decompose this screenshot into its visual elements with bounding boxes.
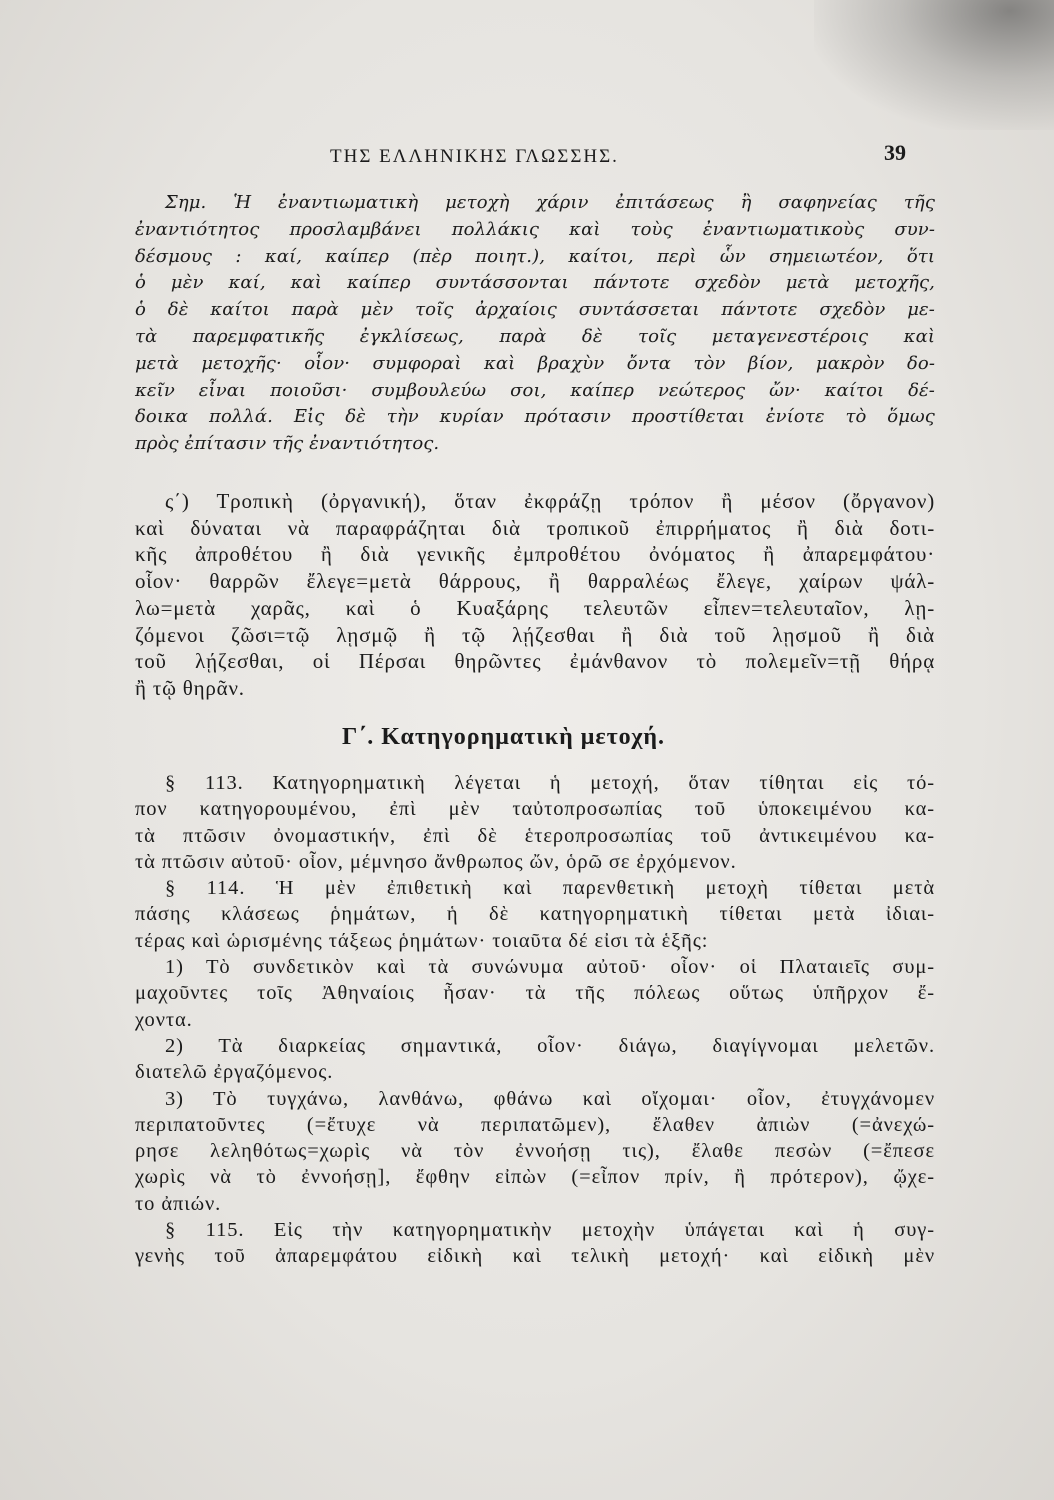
text-line: οἷον· θαρρῶν ἔλεγε=μετὰ θάρρους, ἢ θαρραλέως ἔλεγε, χαίρων ψάλ- bbox=[135, 569, 935, 594]
text-line: γενὴς τοῦ ἀπαρεμφάτου εἰδικὴ καὶ τελικὴ μετοχή· καὶ εἰδικὴ μὲν bbox=[135, 1245, 935, 1268]
text-line: δέσμους : καί, καίπερ (πὲρ ποιητ.), καίτοι, περὶ ὧν σημειωτέον, ὅτι bbox=[135, 245, 935, 267]
text-line: λω=μετὰ χαρᾶς, καὶ ὁ Κυαξάρης τελευτῶν εἶπεν=τελευταῖον, λῃ- bbox=[135, 595, 935, 620]
text-line: τὰ παρεμφατικῆς ἐγκλίσεως, παρὰ δὲ τοῖς μεταγενεστέροις καὶ bbox=[135, 325, 935, 347]
text-line: 3) Τὸ τυγχάνω, λανθάνω, φθάνω καὶ οἴχομαι· οἷον, ἐτυγχάνομεν bbox=[165, 1087, 935, 1110]
text-line: τὰ πτῶσιν ὀνομαστικήν, ἐπὶ δὲ ἑτεροπροσωπίας τοῦ ἀντικειμένου κα- bbox=[135, 824, 935, 847]
section-heading: Γ΄. Κατηγορηματικὴ μετοχή. bbox=[342, 724, 666, 750]
text-line: κεῖν εἶναι ποιοῦσι· συμβουλεύω σοι, καίπερ νεώτερος ὤν· καίτοι δέ- bbox=[135, 379, 935, 401]
text-line: ζόμενοι ζῶσι=τῷ λῃσμῷ ἢ τῷ λῄζεσθαι ἢ διὰ τοῦ λῃσμοῦ ἢ διὰ bbox=[135, 622, 935, 647]
text-line: ὁ μὲν καί, καὶ καίπερ συντάσσονται πάντοτε σχεδὸν μετὰ μετοχῆς, bbox=[135, 272, 935, 294]
note-paragraph bbox=[135, 190, 935, 458]
text-line: καὶ δύναται νὰ παραφράζηται διὰ τροπικοῦ ἐπιρρήματος ἢ διὰ δοτι- bbox=[135, 515, 935, 540]
section-body bbox=[135, 770, 935, 1270]
text-line: § 114. Ἡ μὲν ἐπιθετικὴ καὶ παρενθετικὴ μετοχὴ τίθεται μετὰ bbox=[165, 877, 935, 900]
text-line: τοῦ λῄζεσθαι, οἱ Πέρσαι θηρῶντες ἐμάνθανον τὸ πολεμεῖν=τῇ θήρᾳ bbox=[135, 649, 935, 674]
text-line: § 113. Κατηγορηματικὴ λέγεται ἡ μετοχή, ὅταν τίθηται εἰς τό- bbox=[165, 772, 935, 794]
text-line: ὁ δὲ καίτοι παρὰ μὲν τοῖς ἀρχαίοις συντάσσεται πάντοτε σχεδὸν με- bbox=[135, 299, 935, 321]
text-line: πάσης κλάσεως ῥημάτων, ἡ δὲ κατηγορηματικὴ τίθεται μετὰ ἰδιαι- bbox=[135, 903, 935, 926]
text-line: πον κατηγορουμένου, ἐπὶ μὲν ταὐτοπροσωπίας τοῦ ὑποκειμένου κα- bbox=[135, 798, 935, 821]
text-line: μετὰ μετοχῆς· οἷον· συμφοραὶ καὶ βραχὺν ὄντα τὸν βίον, μακρὸν δο- bbox=[135, 352, 935, 374]
text-line: § 115. Εἰς τὴν κατηγορηματικὴν μετοχὴν ὑπάγεται καὶ ἡ συγ- bbox=[165, 1219, 935, 1242]
text-line: κῆς ἀπροθέτου ἢ διὰ γενικῆς ἐμπροθέτου ὀνόματος ἢ ἀπαρεμφάτου· bbox=[135, 542, 935, 567]
text-line: χωρὶς νὰ τὸ ἐννοήσῃ], ἔφθην εἰπὼν (=εἶπον πρίν, ἢ πρότερον), ᾤχε- bbox=[135, 1166, 935, 1189]
text-line: τέρας καὶ ὡρισμένης τάξεως ῥημάτων· τοιαῦτα δέ εἰσι τὰ ἑξῆς: bbox=[135, 929, 709, 952]
text-line: ρησε λεληθότως=χωρὶς νὰ τὸν ἐννοήσῃ τις), ἔλαθε πεσὼν (=ἔπεσε bbox=[135, 1140, 935, 1163]
text-line: 2) Τὰ διαρκείας σημαντικά, οἷον· διάγω, διαγίγνομαι μελετῶν. bbox=[165, 1034, 935, 1057]
text-line: 1) Τὸ συνδετικὸν καὶ τὰ συνώνυμα αὐτοῦ· οἷον· οἱ Πλαταιεῖς συμ- bbox=[165, 956, 935, 979]
text-line: περιπατοῦντες (=ἔτυχε νὰ περιπατῶμεν), ἔλαθεν ἀπιὼν (=ἀνεχώ- bbox=[135, 1113, 935, 1136]
text-line: πρὸς ἐπίτασιν τῆς ἐναντιότητος. bbox=[135, 433, 440, 455]
text-line: χοντα. bbox=[135, 1008, 193, 1031]
text-line: το ἀπιών. bbox=[135, 1192, 222, 1215]
page-stain bbox=[814, 0, 1054, 130]
paragraph-tropiki bbox=[135, 488, 935, 702]
text-line: δοικα πολλά. Εἰς δὲ τὴν κυρίαν πρότασιν προστίθεται ἐνίοτε τὸ ὅμως bbox=[135, 406, 935, 428]
text-line: τὰ πτῶσιν αὐτοῦ· οἷον, μέμνησο ἄνθρωπος ὤν, ὁρῶ σε ἐρχόμενον. bbox=[135, 850, 737, 873]
text-line: ἐναντιότητος προσλαμβάνει πολλάκις καὶ τοὺς ἐναντιωματικοὺς συν- bbox=[135, 218, 935, 240]
text-line: διατελῶ ἐργαζόμενος. bbox=[135, 1061, 334, 1084]
text-line: μαχοῦντες τοῖς Ἀθηναίοις ἦσαν· τὰ τῆς πόλεως οὕτως ὑπῆρχον ἔ- bbox=[135, 982, 935, 1005]
page-number: 39 bbox=[884, 140, 906, 165]
text-line: ἢ τῷ θηρᾶν. bbox=[135, 675, 245, 700]
text-line: ς΄) Τροπικὴ (ὀργανική), ὅταν ἐκφράζῃ τρόπον ἢ μέσον (ὄργανον) bbox=[165, 489, 935, 513]
running-title: ΤΗΣ ΕΛΛΗΝΙΚΗΣ ΓΛΩΣΣΗΣ. bbox=[330, 146, 619, 167]
text-line: Σημ. Ἡ ἐναντιωματικὴ μετοχὴ χάριν ἐπιτάσεως ἢ σαφηνείας τῆς bbox=[165, 192, 935, 213]
